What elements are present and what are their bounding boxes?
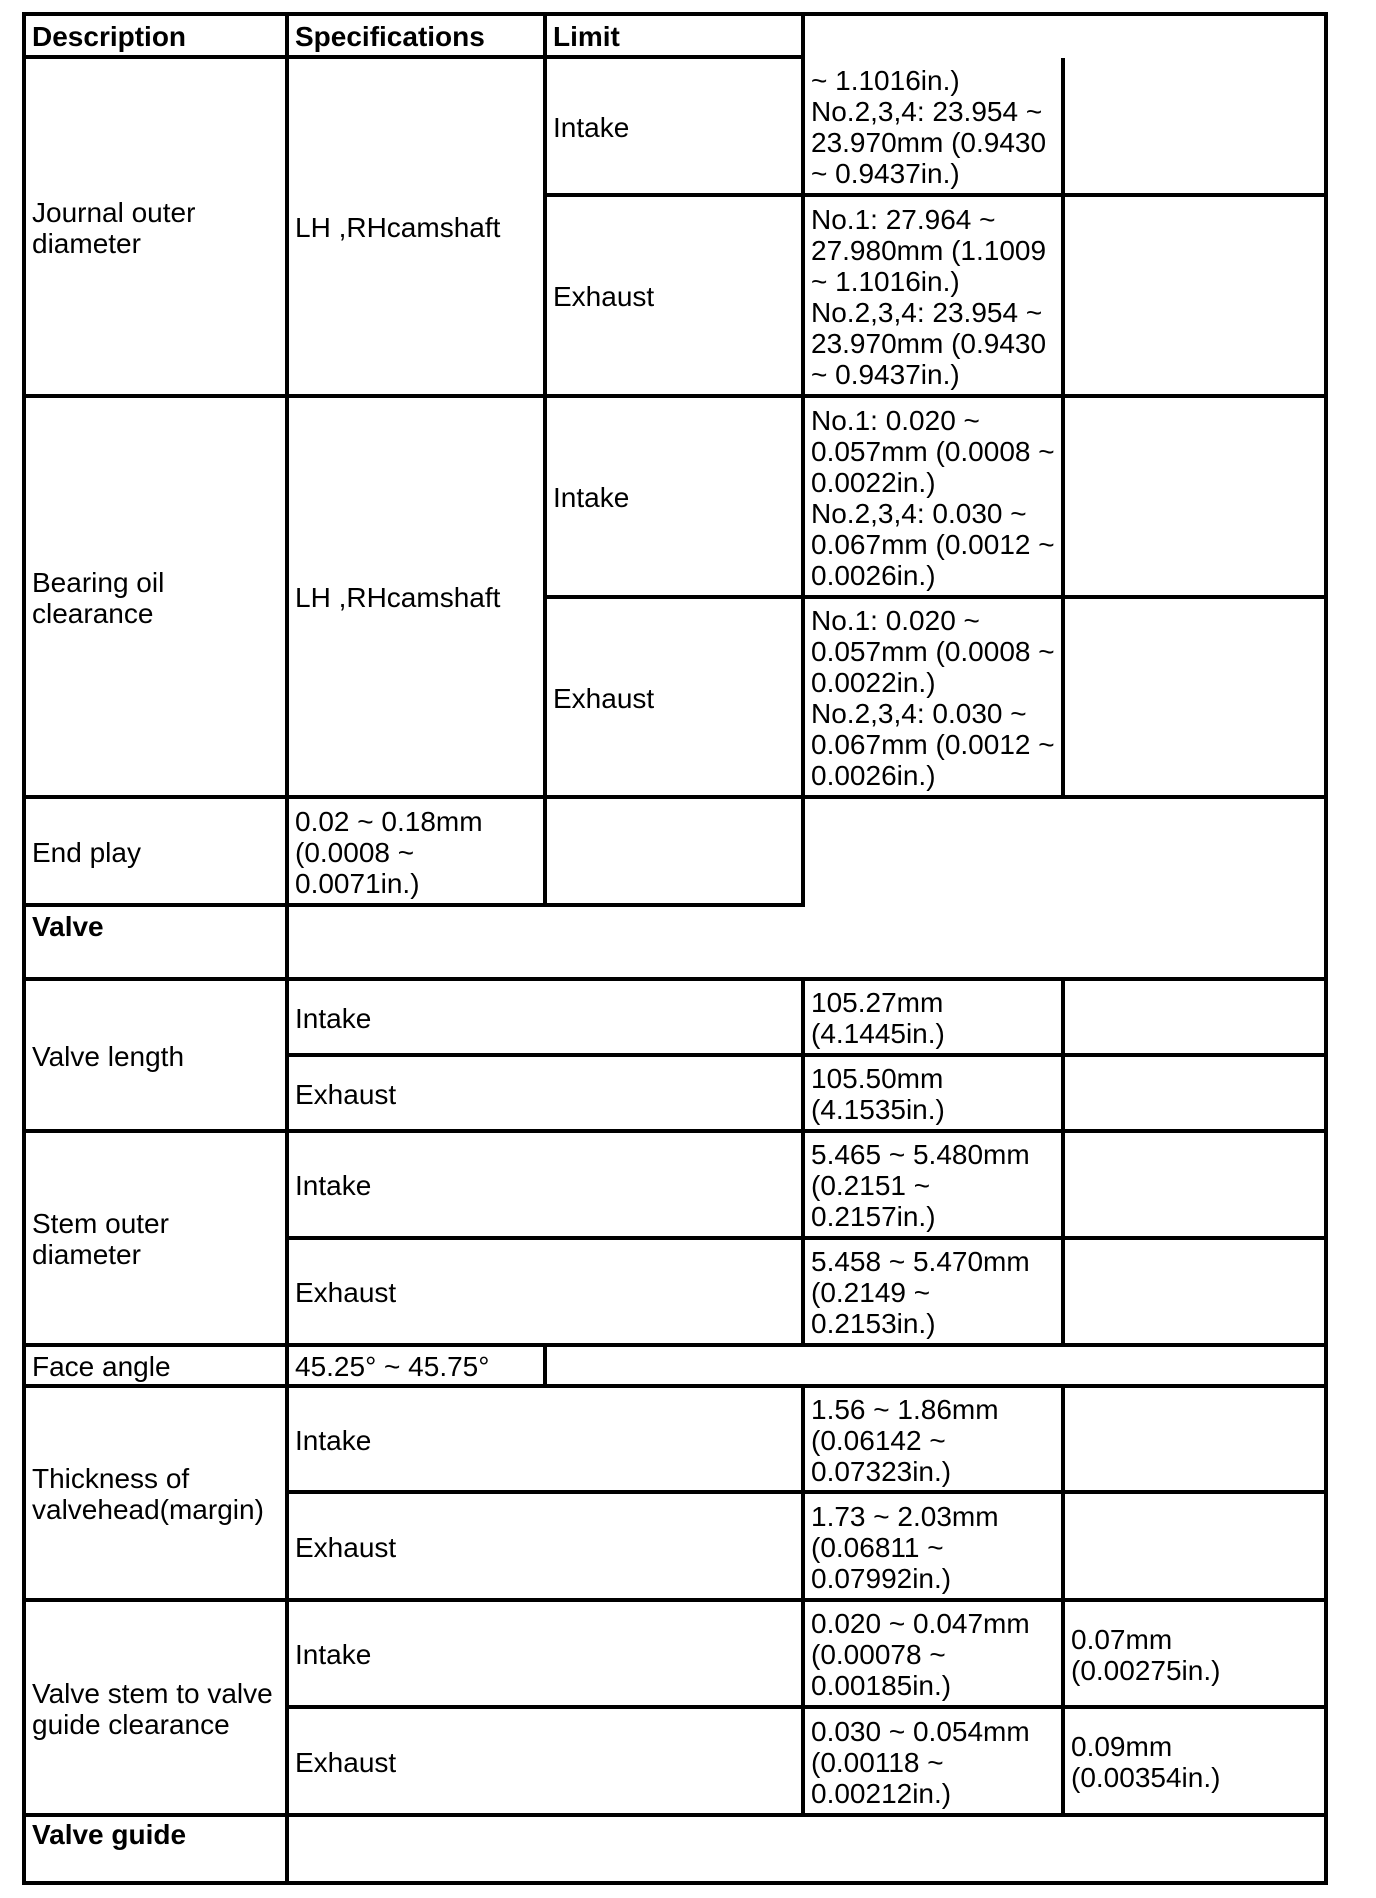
header-limit: Limit: [553, 21, 620, 52]
bearing-intake-label: Intake: [553, 482, 630, 513]
journal-outer-diameter-label: Journal outer diameter: [32, 196, 196, 259]
thickness-intake-label: Intake: [295, 1424, 372, 1456]
valve-length-exhaust-label: Exhaust: [295, 1078, 397, 1110]
valve-stem-clearance-label: Valve stem to valve guide clearance: [32, 1677, 273, 1740]
journal-intake-value: ~ 1.1016in.) No.2,3,4: 23.954 ~ 23.970mm (0.9430 ~ 0.9437in.): [811, 65, 1047, 189]
header-specifications: Specifications: [295, 21, 485, 52]
valve-length-exhaust-value: 105.50mm (4.1535in.): [811, 1063, 945, 1125]
stem-exhaust-label: Exhaust: [295, 1277, 397, 1308]
journal-outer-diameter-spec: LH ,RHcamshaft: [295, 212, 501, 243]
clearance-exhaust-value: 0.030 ~ 0.054mm (0.00118 ~ 0.00212in.): [811, 1715, 1030, 1809]
face-angle-label: Face angle: [32, 1351, 171, 1382]
bearing-exhaust-label: Exhaust: [553, 682, 655, 714]
valve-guide-section-heading: Valve guide: [32, 1819, 187, 1850]
valve-length-intake-value: 105.27mm (4.1445in.): [811, 987, 945, 1049]
thickness-exhaust-value: 1.73 ~ 2.03mm (0.06811 ~ 0.07992in.): [811, 1500, 999, 1594]
valve-section-heading: Valve: [32, 911, 104, 942]
thickness-exhaust-label: Exhaust: [295, 1531, 397, 1563]
stem-intake-value: 5.465 ~ 5.480mm (0.2151 ~ 0.2157in.): [811, 1139, 1030, 1232]
bearing-exhaust-value: No.1: 0.020 ~ 0.057mm (0.0008 ~ 0.0022in.) No.2,3,4: 0.030 ~ 0.067mm (0.0012 ~ 0.0026in.): [811, 605, 1055, 791]
journal-exhaust-value: No.1: 27.964 ~ 27.980mm (1.1009 ~ 1.1016in.) No.2,3,4: 23.954 ~ 23.970mm (0.9430 ~ 0.9437in.): [811, 203, 1047, 390]
clearance-intake-limit: 0.07mm (0.00275in.): [1071, 1623, 1221, 1686]
stem-exhaust-value: 5.458 ~ 5.470mm (0.2149 ~ 0.2153in.): [811, 1246, 1030, 1339]
bearing-intake-value: No.1: 0.020 ~ 0.057mm (0.0008 ~ 0.0022in.) No.2,3,4: 0.030 ~ 0.067mm (0.0012 ~ 0.0026in.): [811, 404, 1055, 591]
end-play-spec: 0.02 ~ 0.18mm (0.0008 ~ 0.0071in.): [295, 805, 483, 899]
clearance-intake-value: 0.020 ~ 0.047mm (0.00078 ~ 0.00185in.): [811, 1608, 1030, 1701]
journal-intake-label: Intake: [553, 111, 630, 143]
thickness-intake-value: 1.56 ~ 1.86mm (0.06142 ~ 0.07323in.): [811, 1393, 999, 1487]
valve-length-intake-label: Intake: [295, 1002, 372, 1034]
stem-intake-label: Intake: [295, 1170, 372, 1201]
stem-outer-diameter-label: Stem outer diameter: [32, 1208, 169, 1270]
face-angle-spec: 45.25° ~ 45.75°: [295, 1351, 490, 1382]
clearance-exhaust-label: Exhaust: [295, 1746, 397, 1778]
thickness-valvehead-label: Thickness of valvehead(margin): [32, 1463, 264, 1525]
clearance-intake-label: Intake: [295, 1639, 372, 1670]
valve-length-label: Valve length: [32, 1040, 185, 1072]
header-description: Description: [32, 21, 187, 52]
bearing-oil-clearance-label: Bearing oil clearance: [32, 566, 165, 629]
clearance-exhaust-limit: 0.09mm (0.00354in.): [1071, 1731, 1221, 1793]
bearing-oil-clearance-spec: LH ,RHcamshaft: [295, 582, 501, 613]
journal-exhaust-label: Exhaust: [553, 281, 655, 312]
end-play-label: End play: [32, 836, 141, 868]
